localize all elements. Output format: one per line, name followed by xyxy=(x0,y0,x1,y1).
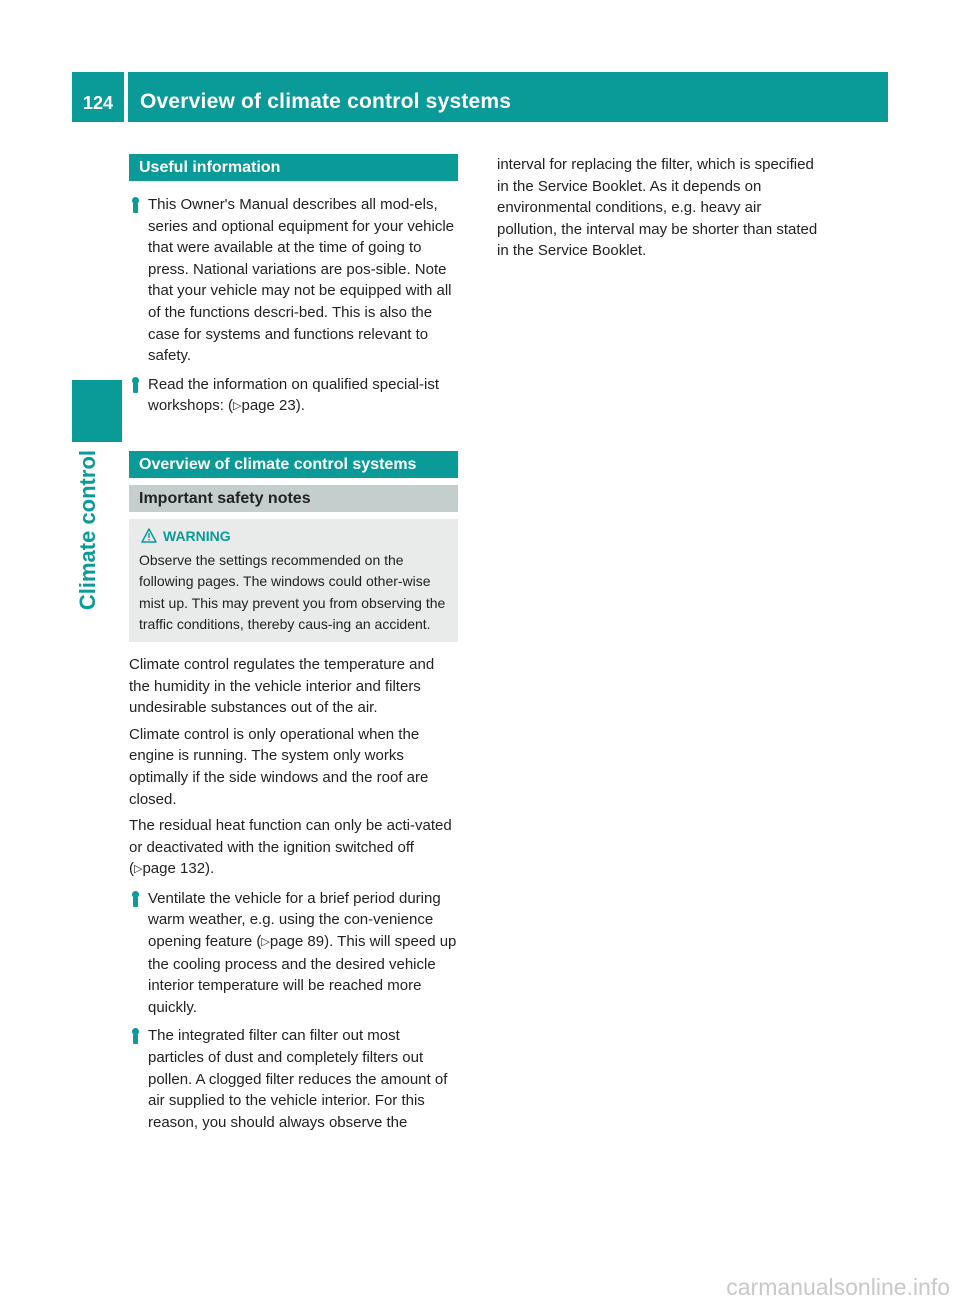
info-note-continuation: interval for replacing the filter, which is specified in the Service Booklet. As it depends on environmental conditions, e.g. heavy air pollution, the interval may be shorter than stated in the Service Booklet. xyxy=(497,156,818,260)
page-ref-link[interactable]: page 23). xyxy=(241,397,305,415)
info-note xyxy=(129,194,458,367)
left-column xyxy=(129,154,458,1133)
subheading-safety-notes: Important safety notes xyxy=(129,485,458,512)
page-number: 124 xyxy=(82,93,114,113)
body-paragraph: Climate control regulates the temperature and the humidity in the vehicle interior and filters undesirable substances out of the air. xyxy=(129,655,435,717)
page-title: Overview of climate control systems xyxy=(140,90,512,113)
body-paragraph: Climate control is only operational when the engine is running. The system only works optimally if the side windows and the roof are closed. xyxy=(129,725,429,808)
info-note xyxy=(129,374,458,418)
warning-triangle-icon xyxy=(141,528,157,543)
page-ref-arrow-icon: ▷ xyxy=(233,400,242,413)
page-ref-link[interactable]: page 89). This will speed up the cooling process and the desired vehicle interior temperature will be reached more quickly. xyxy=(148,933,457,1016)
warning-box xyxy=(129,519,458,642)
watermark: carmanualsonline.info xyxy=(726,1274,950,1300)
info-note xyxy=(129,888,458,1019)
info-icon xyxy=(129,891,141,906)
info-note xyxy=(129,1025,458,1133)
right-column xyxy=(497,154,823,262)
body-text: The residual heat function can only be acti-vated or deactivated with the ignition switched off ( xyxy=(129,817,452,878)
side-tab-marker xyxy=(72,380,122,442)
section-heading-useful-information: Useful information xyxy=(129,154,458,181)
page-ref-arrow-icon: ▷ xyxy=(261,936,270,949)
header-divider xyxy=(124,72,128,122)
warning-text: Observe the settings recommended on the following pages. The windows could other-wise mist up. This may prevent you from observing the traffic conditions, thereby caus-ing an accident. xyxy=(139,551,446,633)
info-note-text xyxy=(148,374,458,418)
info-icon xyxy=(129,377,141,392)
info-note-text-part: Read the information on qualified special-ist workshops: ( xyxy=(148,375,439,415)
info-icon xyxy=(129,197,141,212)
section-heading-overview: Overview of climate control systems xyxy=(129,451,458,478)
info-icon xyxy=(129,1028,141,1043)
warning-label: WARNING xyxy=(163,527,231,544)
side-tab-label: Climate control xyxy=(75,450,100,611)
body-paragraph xyxy=(129,815,458,881)
warning-heading xyxy=(139,526,448,546)
info-note-text-part: Ventilate the vehicle for a brief period during warm weather, e.g. using the con-venience opening feature ( xyxy=(148,889,441,951)
page-ref-arrow-icon: ▷ xyxy=(134,863,143,876)
info-note-text xyxy=(148,888,458,1019)
page-ref-link[interactable]: page 132). xyxy=(142,860,215,878)
info-note-text: The integrated filter can filter out most particles of dust and completely filters out pollen. A clogged filter reduces the amount of air supplied to the vehicle interior. For this reason, you should always observe the xyxy=(148,1027,448,1131)
info-note-text: This Owner's Manual describes all mod-els, series and optional equipment for your vehicle that were available at the time of going to press. National variations are pos-sible. Note that your vehicle may not be equipped with all of the functions descri-bed. This is also the case for systems and functions relevant to safety. xyxy=(148,196,455,365)
